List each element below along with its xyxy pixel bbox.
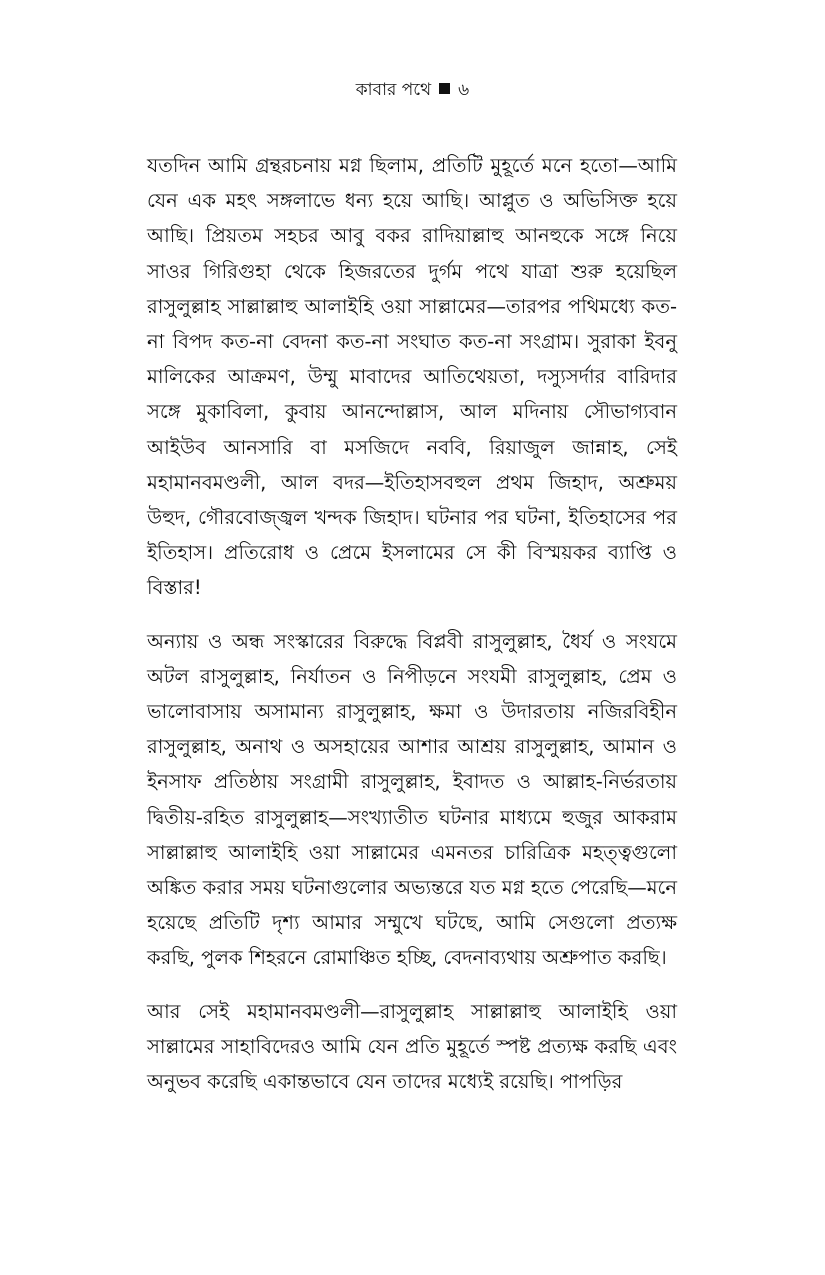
paragraph-3: আর সেই মহামানবমণ্ডলী—রাসুলুল্লাহ সাল্লাল্লাহু আলাইহি ওয়া সাল্লামের সাহাবিদেরও আমি যেন প্রতি মুহূর্তে স্পষ্ট প্রত্যক্ষ করছি এবং অনুভব করেছি একান্তভাবে যেন তাদের মধ্যেই রয়েছি। পাপড়ির <box>147 999 677 1094</box>
paragraph-1: যতদিন আমি গ্রন্থরচনায় মগ্ন ছিলাম, প্রতিটি মুহূর্তে মনে হতো—আমি যেন এক মহৎ সঙ্গলাভে ধন্য হয়ে আছি। আপ্লুত ও অভিসিক্ত হয়ে আছি। প্রিয়তম সহচর আবু বকর রাদিয়াল্লাহু আনহুকে সঙ্গে নিয়ে সাওর গিরিগুহা থেকে হিজরতের দুর্গম পথে যাত্রা শুরু হয়েছিল রাসুলুল্লাহ সাল্লাল্লাহু আলাইহি ওয়া সাল্লামের—তারপর পথিমধ্যে কত-না বিপদ কত-না বেদনা কত-না সংঘাত কত-না সংগ্রাম। সুরাকা ইবনু মালিকের আক্রমণ, উম্মু মাবাদের আতিথেয়তা, দস্যুসর্দার বারিদার সঙ্গে মুকাবিলা, কুবায় আনন্দোল্লাস, আল মদিনায় সৌভাগ্যবান আইউব আনসারি বা মসজিদে নববি, রিয়াজুল জান্নাহ, সেই মহামানবমণ্ডলী, আল বদর—ইতিহাসবহুল প্রথম জিহাদ, অশ্রুময় উহুদ, গৌরবোজ্জ্বল খন্দক জিহাদ। ঘটনার পর ঘটনা, ইতিহাসের পর ইতিহাস। প্রতিরোধ ও প্রেমে ইসলামের সে কী বিস্ময়কর ব্যাপ্তি ও বিস্তার! <box>147 154 677 600</box>
book-title: কাবার পথে <box>355 80 432 100</box>
body-text <box>147 148 677 1099</box>
running-header <box>0 78 825 102</box>
square-separator-icon <box>439 83 450 94</box>
paragraph-2: অন্যায় ও অন্ধ সংস্কারের বিরুদ্ধে বিপ্লবী রাসুলুল্লাহ, ধৈর্য ও সংযমে অটল রাসুলুল্লাহ, নির্যাতন ও নিপীড়নে সংযমী রাসুলুল্লাহ, প্রেম ও ভালোবাসায় অসামান্য রাসুলুল্লাহ, ক্ষমা ও উদারতায় নজিরবিহীন রাসুলুল্লাহ, অনাথ ও অসহায়ের আশার আশ্রয় রাসুলুল্লাহ, আমান ও ইনসাফ প্রতিষ্ঠায় সংগ্রামী রাসুলুল্লাহ, ইবাদত ও আল্লাহ-নির্ভরতায় দ্বিতীয়-রহিত রাসুলুল্লাহ—সংখ্যাতীত ঘটনার মাধ্যমে হুজুর আকরাম সাল্লাল্লাহু আলাইহি ওয়া সাল্লামের এমনতর চারিত্রিক মহত্ত্বগুলো অঙ্কিত করার সময় ঘটনাগুলোর অভ্যন্তরে যত মগ্ন হতে পেরেছি—মনে হয়েছে প্রতিটি দৃশ্য আমার সম্মুখে ঘটছে, আমি সেগুলো প্রত্যক্ষ করছি, পুলক শিহরনে রোমাঞ্চিত হচ্ছি, বেদনাব্যথায় অশ্রুপাত করছি। <box>147 629 677 970</box>
page-number: ৬ <box>458 80 470 100</box>
